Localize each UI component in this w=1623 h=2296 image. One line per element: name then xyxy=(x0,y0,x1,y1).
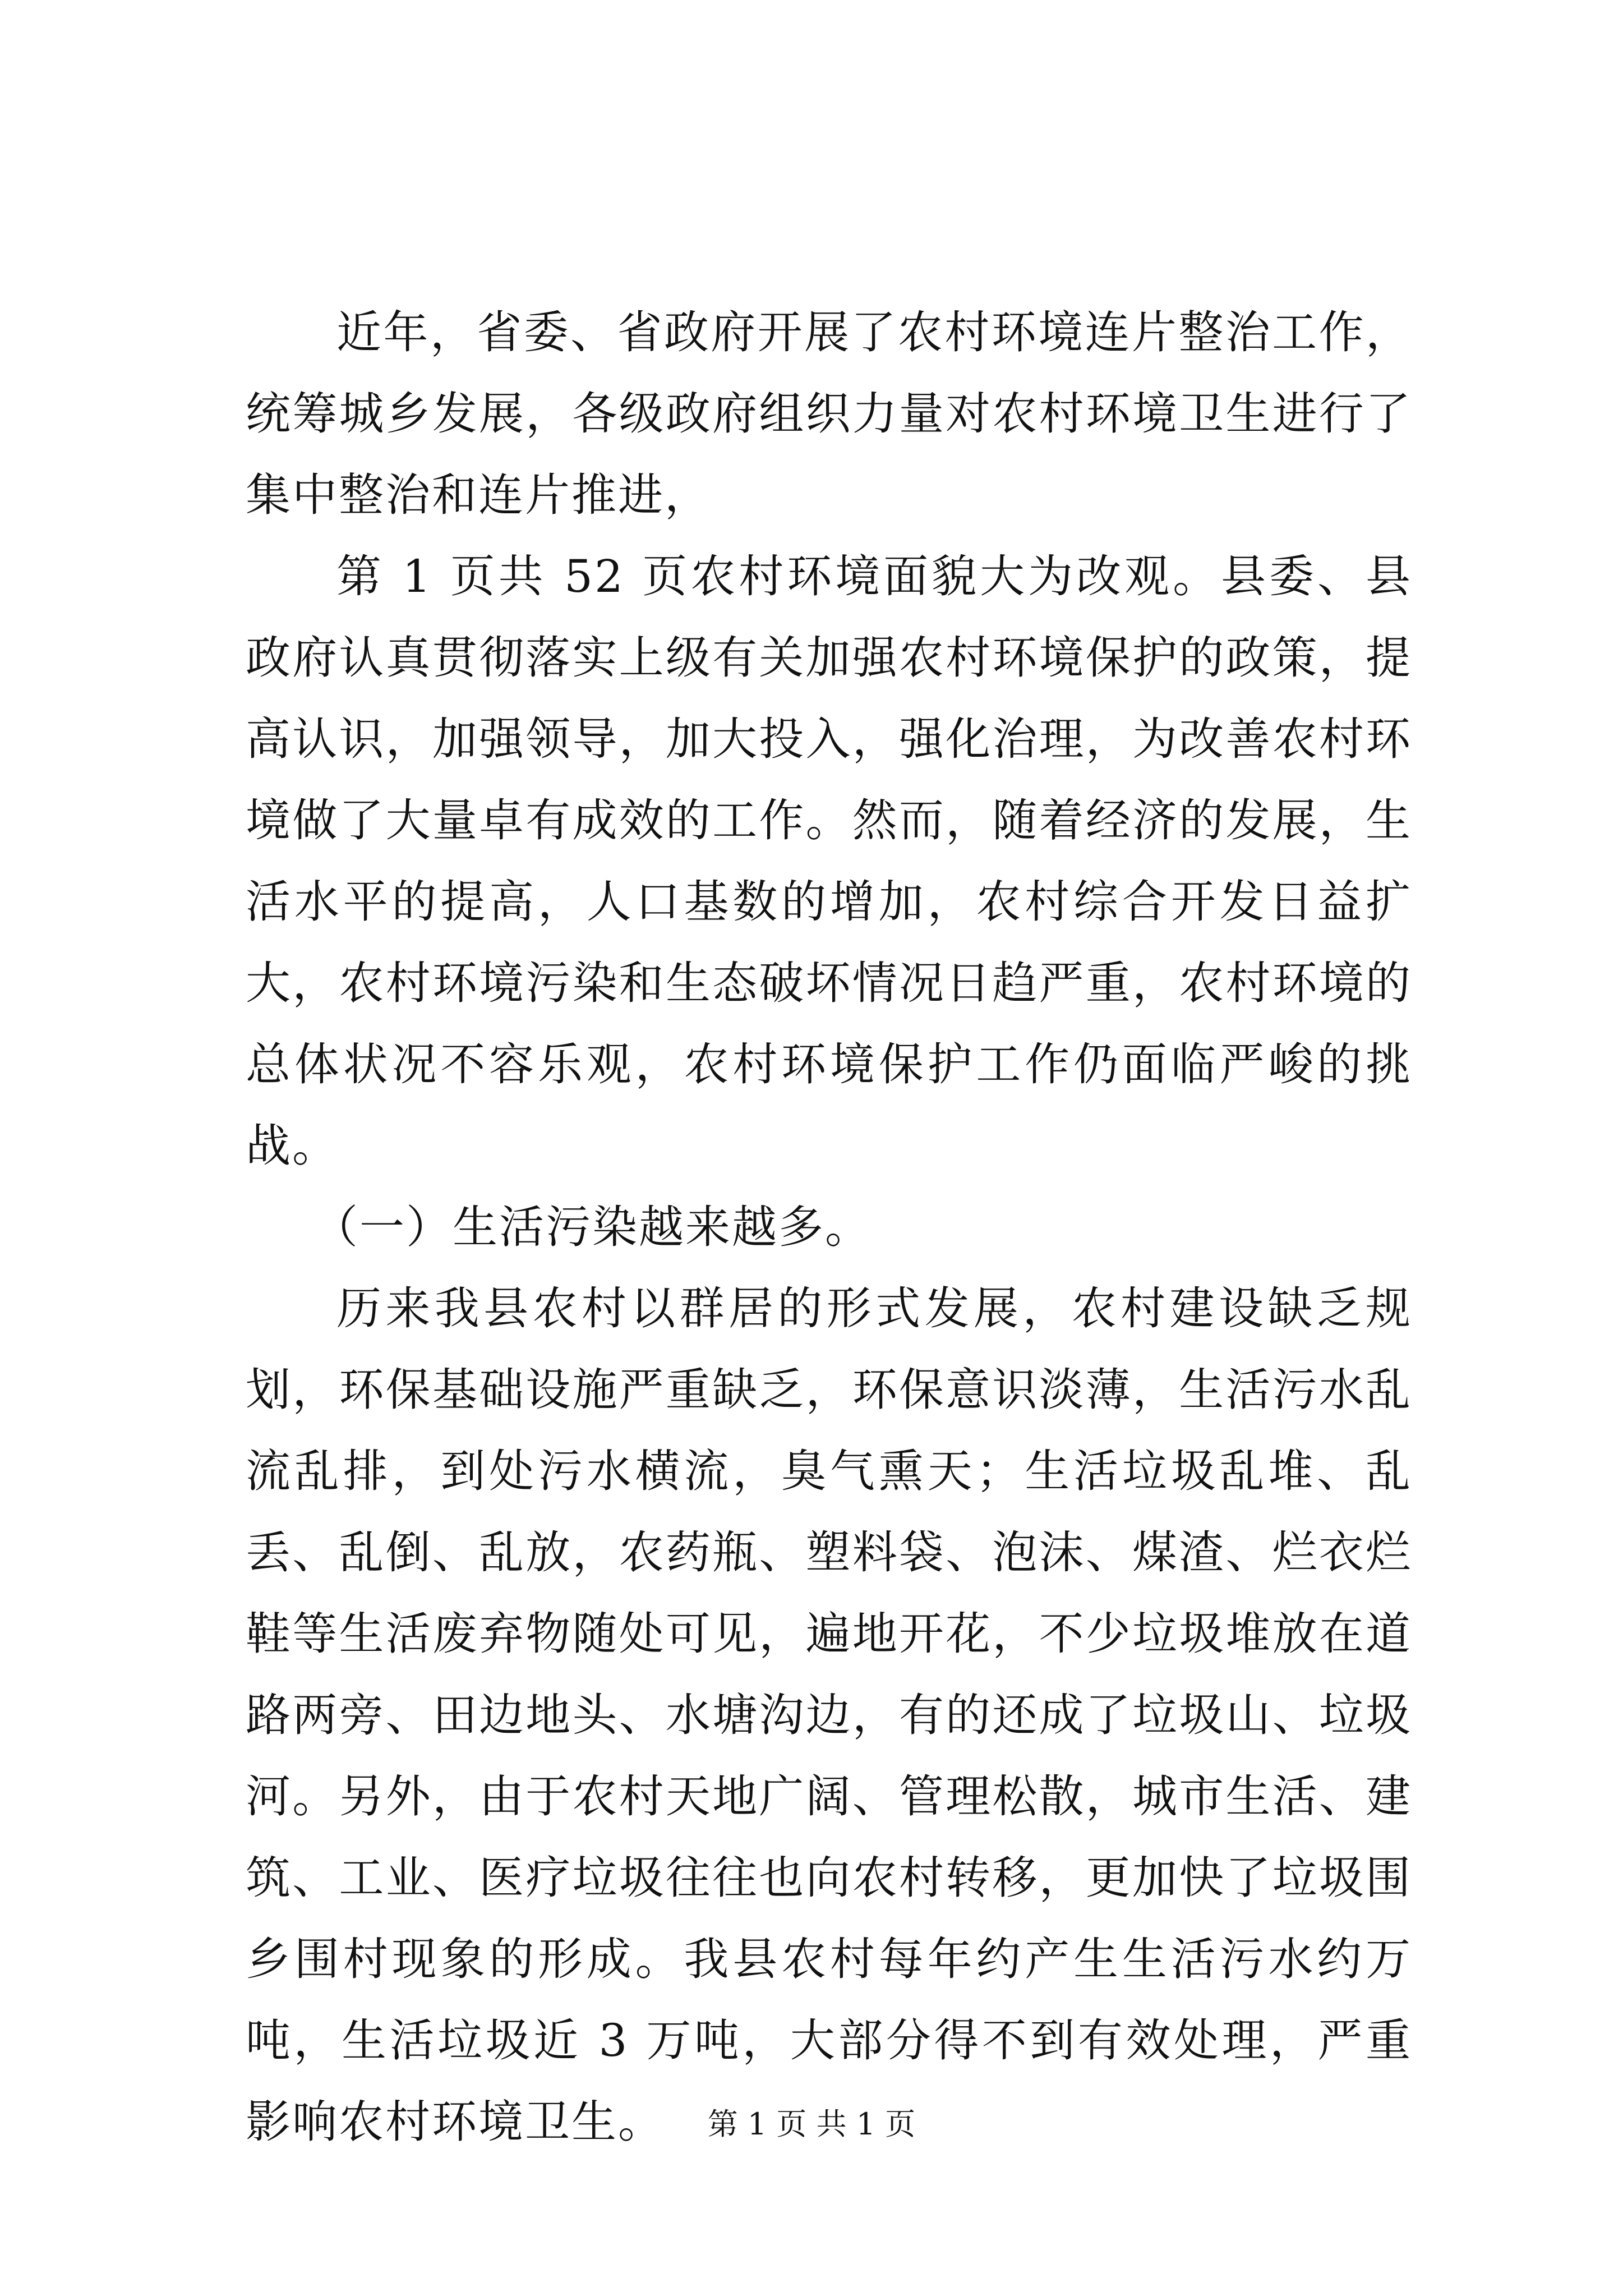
paragraph-living-pollution: 历来我县农村以群居的形式发展，农村建设缺乏规划，环保基础设施严重缺乏，环保意识淡薄，生活污水乱流乱排，到处污水横流，臭气熏天；生活垃圾乱堆、乱丢、乱倒、乱放，农药瓶、塑料袋、泡沫、煤渣、烂衣烂鞋等生活废弃物随处可见，遍地开花，不少垃圾堆放在道路两旁、田边地头、水塘沟边，有的还成了垃圾山、垃圾河。另外，由于农村天地广阔、管理松散，城市生活、建筑、工业、医疗垃圾往往也向农村转移，更加快了垃圾围乡围村现象的形成。我县农村每年约产生生活污水约万吨，生活垃圾近 3 万吨，大部分得不到有效处理，严重影响农村环境卫生。 xyxy=(246,1282,1412,2148)
paragraph-improvement: 第 1 页共 52 页农村环境面貌大为改观。县委、县政府认真贯彻落实上级有关加强农村环境保护的政策，提高认识，加强领导，加大投入，强化治理，为改善农村环境做了大量卓有成效的工作。然而，随着经济的发展，生活水平的提高，人口基数的增加，农村综合开发日益扩大，农村环境污染和生态破坏情况日趋严重，农村环境的总体状况不容乐观，农村环境保护工作仍面临严峻的挑战。 xyxy=(246,550,1412,1172)
document-body xyxy=(246,292,1412,2162)
page-number-footer: 第 1 页 共 1 页 xyxy=(707,2106,916,2142)
section-heading-living-pollution: （一）生活污染越来越多。 xyxy=(313,1201,872,1253)
paragraph-intro: 近年，省委、省政府开展了农村环境连片整治工作，统筹城乡发展，各级政府组织力量对农村环境卫生进行了集中整治和连片推进， xyxy=(246,306,1412,521)
